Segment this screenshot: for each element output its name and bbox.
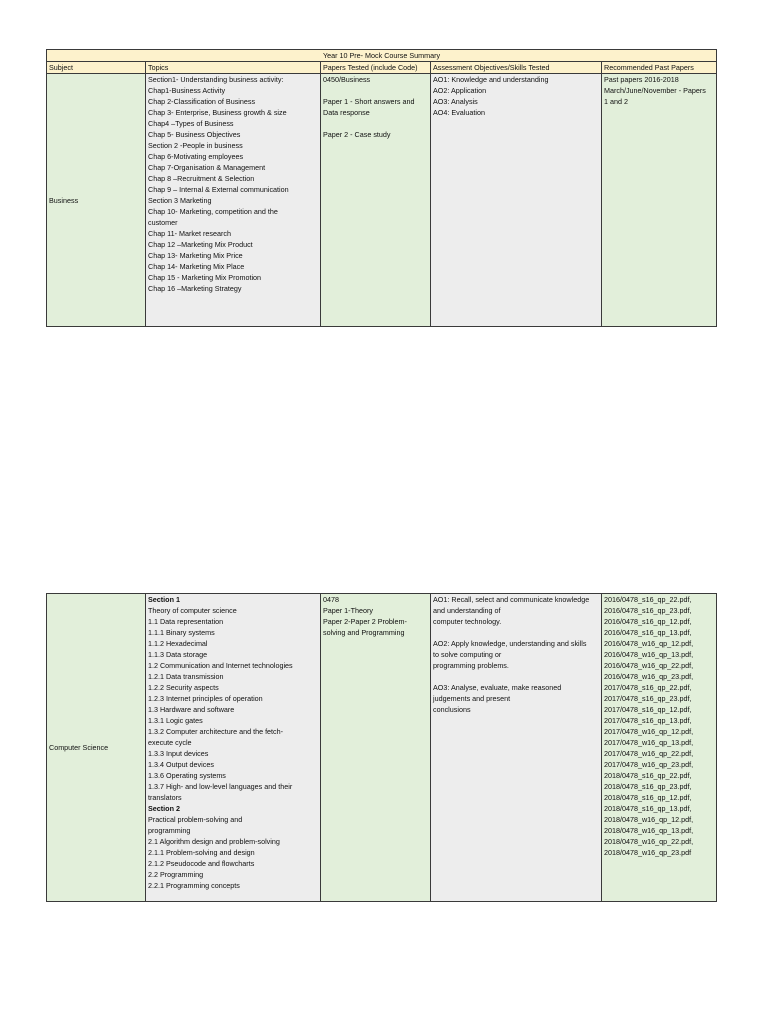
cell-line: 2018/0478_s16_qp_12.pdf, [604,793,692,802]
cell-line: 1.3.2 Computer architecture and the fetch- [148,727,284,736]
cell-line [323,85,428,96]
cell-line: 2018/0478_w16_qp_23.pdf [604,848,692,857]
cell-line: and understanding of [433,606,501,615]
cell-line: conclusions [433,705,471,714]
cell-line: 1.3.1 Logic gates [148,716,203,725]
header-subject: Subject [47,62,146,74]
cell-line: AO3: Analyse, evaluate, make reasoned [433,683,562,692]
cell-line: Section 1 [148,595,180,604]
cell-line: Chap 9 – Internal & External communication [148,185,289,194]
cell-line: Chap 11- Market research [148,229,231,238]
cell-line: Chap 13- Marketing Mix Price [148,251,243,260]
cell-line: 2017/0478_w16_qp_22.pdf, [604,749,694,758]
cell-line: 2016/0478_s16_qp_12.pdf, [604,617,692,626]
cell-line [433,671,599,682]
header-topics: Topics [146,62,321,74]
cell-line: Section 2 [148,804,180,813]
cell-line: 2018/0478_w16_qp_22.pdf, [604,837,694,846]
cell-line: AO2: Application [433,86,487,95]
cell-line: 1.3.6 Operating systems [148,771,226,780]
cell-line: 1.2.1 Data transmission [148,672,224,681]
cell-line: solving and Programming [323,628,405,637]
cell-line: Chap 12 –Marketing Mix Product [148,240,253,249]
cell-line: 1.3.4 Output devices [148,760,214,769]
cell-line: 2018/0478_s16_qp_23.pdf, [604,782,692,791]
cell-line: 1.1.1 Binary systems [148,628,215,637]
cell-line: Paper 1 - Short answers and [323,97,415,106]
cell-line: 1 and 2 [604,97,628,106]
cell-line: AO2: Apply knowledge, understanding and skills [433,639,587,648]
header-past-papers: Recommended Past Papers [602,62,717,74]
cell-line: 2017/0478_w16_qp_13.pdf, [604,738,694,747]
cell-line: Chap 10- Marketing, competition and the [148,207,278,216]
cell-line: 2.1 Algorithm design and problem-solving [148,837,280,846]
cell-line: Paper 2 - Case study [323,130,391,139]
cell-line: customer [148,218,178,227]
cell-line: 2017/0478_s16_qp_23.pdf, [604,694,692,703]
cell-line: 1.1 Data representation [148,617,224,626]
cell-line: 2018/0478_w16_qp_12.pdf, [604,815,694,824]
cell-line: 2018/0478_s16_qp_22.pdf, [604,771,692,780]
cell-line [433,627,599,638]
cs-subject: Computer Science [47,594,146,902]
cell-line: Chap 2-Classification of Business [148,97,256,106]
cell-line: 2017/0478_w16_qp_23.pdf, [604,760,694,769]
cell-line: AO3: Analysis [433,97,478,106]
cell-line: programming problems. [433,661,509,670]
cell-line: 0478 [323,595,339,604]
cell-line: Chap 15 - Marketing Mix Promotion [148,273,262,282]
header-papers: Papers Tested (include Code) [321,62,431,74]
cell-line: 2.1.1 Problem-solving and design [148,848,255,857]
cell-line: 2017/0478_s16_qp_12.pdf, [604,705,692,714]
cell-line: 2016/0478_s16_qp_22.pdf, [604,595,692,604]
business-objectives [431,74,602,327]
cs-topics [146,594,321,902]
cell-line: 2016/0478_s16_qp_23.pdf, [604,606,692,615]
cell-line: 1.3.7 High- and low-level languages and their [148,782,293,791]
cell-line: translators [148,793,182,802]
cell-line: Section 2 -People in business [148,141,243,150]
cell-line: 2018/0478_s16_qp_13.pdf, [604,804,692,813]
cell-line: Chap 6-Motivating employees [148,152,244,161]
cell-line: Practical problem-solving and [148,815,243,824]
cell-line: execute cycle [148,738,192,747]
cell-line: 2.2 Programming [148,870,204,879]
computer-science-row [47,594,717,902]
cell-line: 2017/0478_s16_qp_13.pdf, [604,716,692,725]
business-past-papers [602,74,717,327]
cell-line: 2018/0478_w16_qp_13.pdf, [604,826,694,835]
cell-line: 1.2.2 Security aspects [148,683,219,692]
cell-line: Chap 7-Organisation & Management [148,163,266,172]
cell-line: 1.1.2 Hexadecimal [148,639,208,648]
cell-line: Past papers 2016-2018 [604,75,679,84]
cell-line: Paper 2-Paper 2 Problem- [323,617,407,626]
cell-line: 2017/0478_w16_qp_12.pdf, [604,727,694,736]
cell-line: 1.2.3 Internet principles of operation [148,694,263,703]
summary-title: Year 10 Pre- Mock Course Summary [47,50,717,62]
cell-line: Paper 1-Theory [323,606,373,615]
cell-line: Chap 8 –Recruitment & Selection [148,174,255,183]
cell-line: 2017/0478_s16_qp_22.pdf, [604,683,692,692]
cell-line: 2016/0478_w16_qp_13.pdf, [604,650,694,659]
cell-line: 1.3.3 Input devices [148,749,209,758]
cs-past-papers [602,594,717,902]
business-row [47,74,717,327]
cell-line: Section 3 Marketing [148,196,212,205]
cell-line: programming [148,826,191,835]
cell-line: 0450/Business [323,75,371,84]
cell-line: Section1- Understanding business activity: [148,75,284,84]
cell-line: Chap 3- Enterprise, Business growth & size [148,108,287,117]
cell-line: Chap 16 –Marketing Strategy [148,284,242,293]
cell-line: March/June/November - Papers [604,86,706,95]
cell-line: 1.2 Communication and Internet technologies [148,661,293,670]
header-row [47,62,717,74]
cell-line: AO4: Evaluation [433,108,485,117]
cell-line: Chap4 –Types of Business [148,119,234,128]
cell-line: 1.3 Hardware and software [148,705,235,714]
cell-line: AO1: Knowledge and understanding [433,75,549,84]
cs-objectives [431,594,602,902]
cell-line: Theory of computer science [148,606,237,615]
cell-line: Chap1-Business Activity [148,86,226,95]
cell-line: 2016/0478_w16_qp_23.pdf, [604,672,694,681]
cs-papers [321,594,431,902]
cell-line [323,118,428,129]
cell-line: Chap 5- Business Objectives [148,130,241,139]
cell-line: 2.2.1 Programming concepts [148,881,240,890]
computer-science-summary-table [46,593,717,902]
cell-line: Data response [323,108,370,117]
cell-line: AO1: Recall, select and communicate knowledge [433,595,590,604]
cell-line: computer technology. [433,617,502,626]
business-summary-table [46,49,717,327]
cell-line: 2.1.2 Pseudocode and flowcharts [148,859,255,868]
business-topics [146,74,321,327]
cell-line: 1.1.3 Data storage [148,650,208,659]
cell-line: Chap 14- Marketing Mix Place [148,262,245,271]
business-papers [321,74,431,327]
title-row [47,50,717,62]
cell-line: to solve computing or [433,650,502,659]
business-subject: Business [47,74,146,327]
cell-line: judgements and present [433,694,511,703]
cell-line: 2016/0478_w16_qp_12.pdf, [604,639,694,648]
header-objectives: Assessment Objectives/Skills Tested [431,62,602,74]
cell-line: 2016/0478_w16_qp_22.pdf, [604,661,694,670]
cell-line: 2016/0478_s16_qp_13.pdf, [604,628,692,637]
